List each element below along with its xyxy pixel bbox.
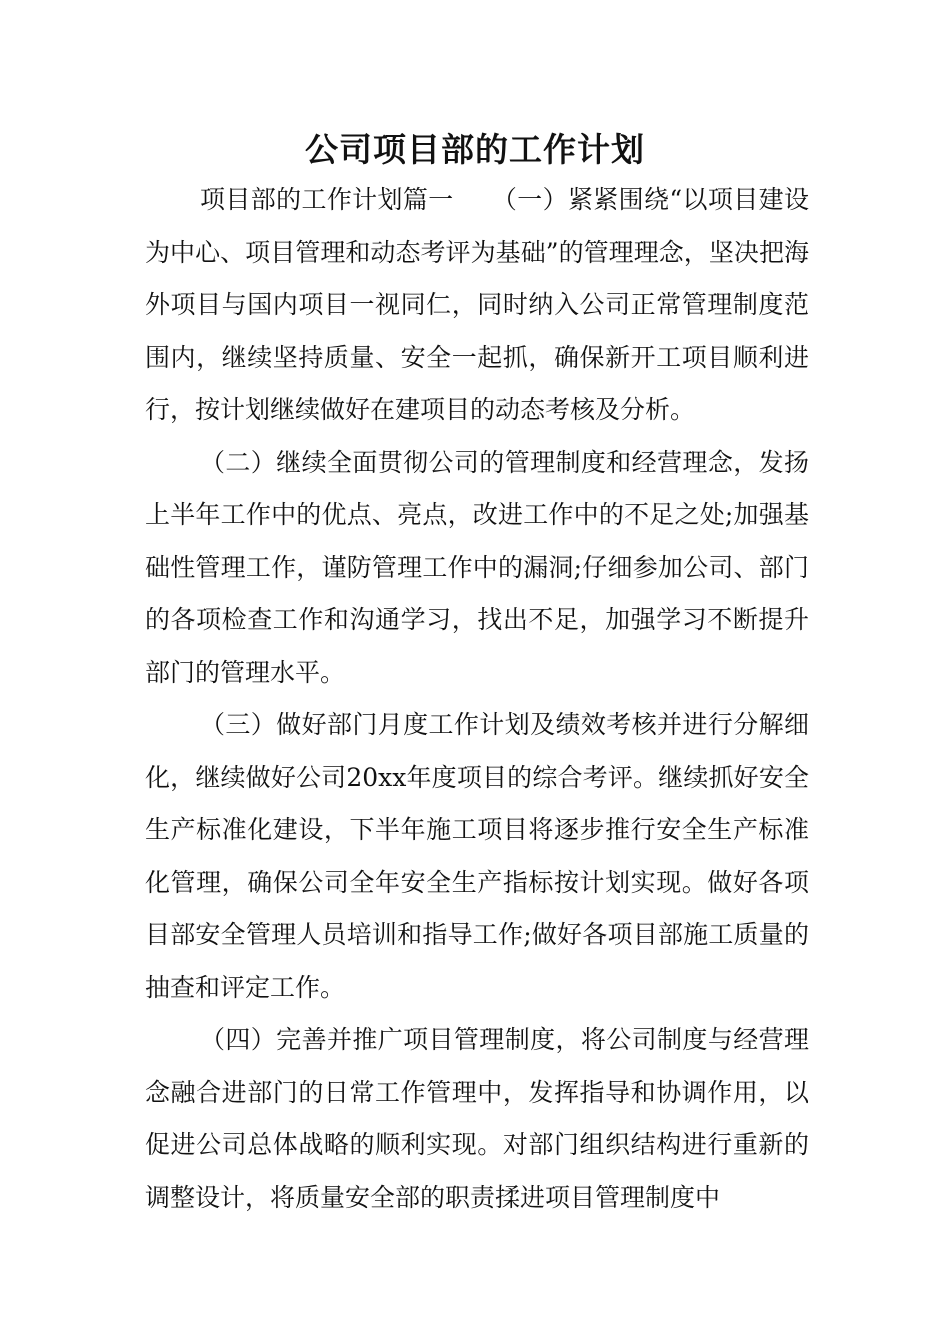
paragraph-3: （三）做好部门月度工作计划及绩效考核并进行分解细化，继续做好公司20xx年度项目的综合考评。继续抓好安全生产标准化建设，下半年施工项目将逐步推行安全生产标准化管理，确保公司全年安全生产指标按计划实现。做好各项目部安全管理人员培训和指导工作;做好各项目部施工质量的抽查和评定工作。 xyxy=(145,710,809,1002)
paragraph-1: 项目部的工作计划篇一 （一）紧紧围绕“以项目建设为中心、项目管理和动态考评为基础”的管理理念，坚决把海外项目与国内项目一视同仁，同时纳入公司正常管理制度范围内，继续坚持质量、安全一起抓，确保新开工项目顺利进行，按计划继续做好在建项目的动态考核及分析。 xyxy=(145,185,809,424)
paragraph-4: （四）完善并推广项目管理制度，将公司制度与经营理念融合进部门的日常工作管理中，发挥指导和协调作用，以促进公司总体战略的顺利实现。对部门组织结构进行重新的调整设计，将质量安全部的职责揉进项目管理制度中 xyxy=(145,1025,809,1212)
paragraph-2: （二）继续全面贯彻公司的管理制度和经营理念，发扬上半年工作中的优点、亮点，改进工作中的不足之处;加强基础性管理工作，谨防管理工作中的漏洞;仔细参加公司、部门的各项检查工作和沟通学习，找出不足，加强学习不断提升部门的管理水平。 xyxy=(145,447,809,687)
document-title: 公司项目部的工作计划 xyxy=(305,130,645,169)
document-body xyxy=(145,174,809,1224)
